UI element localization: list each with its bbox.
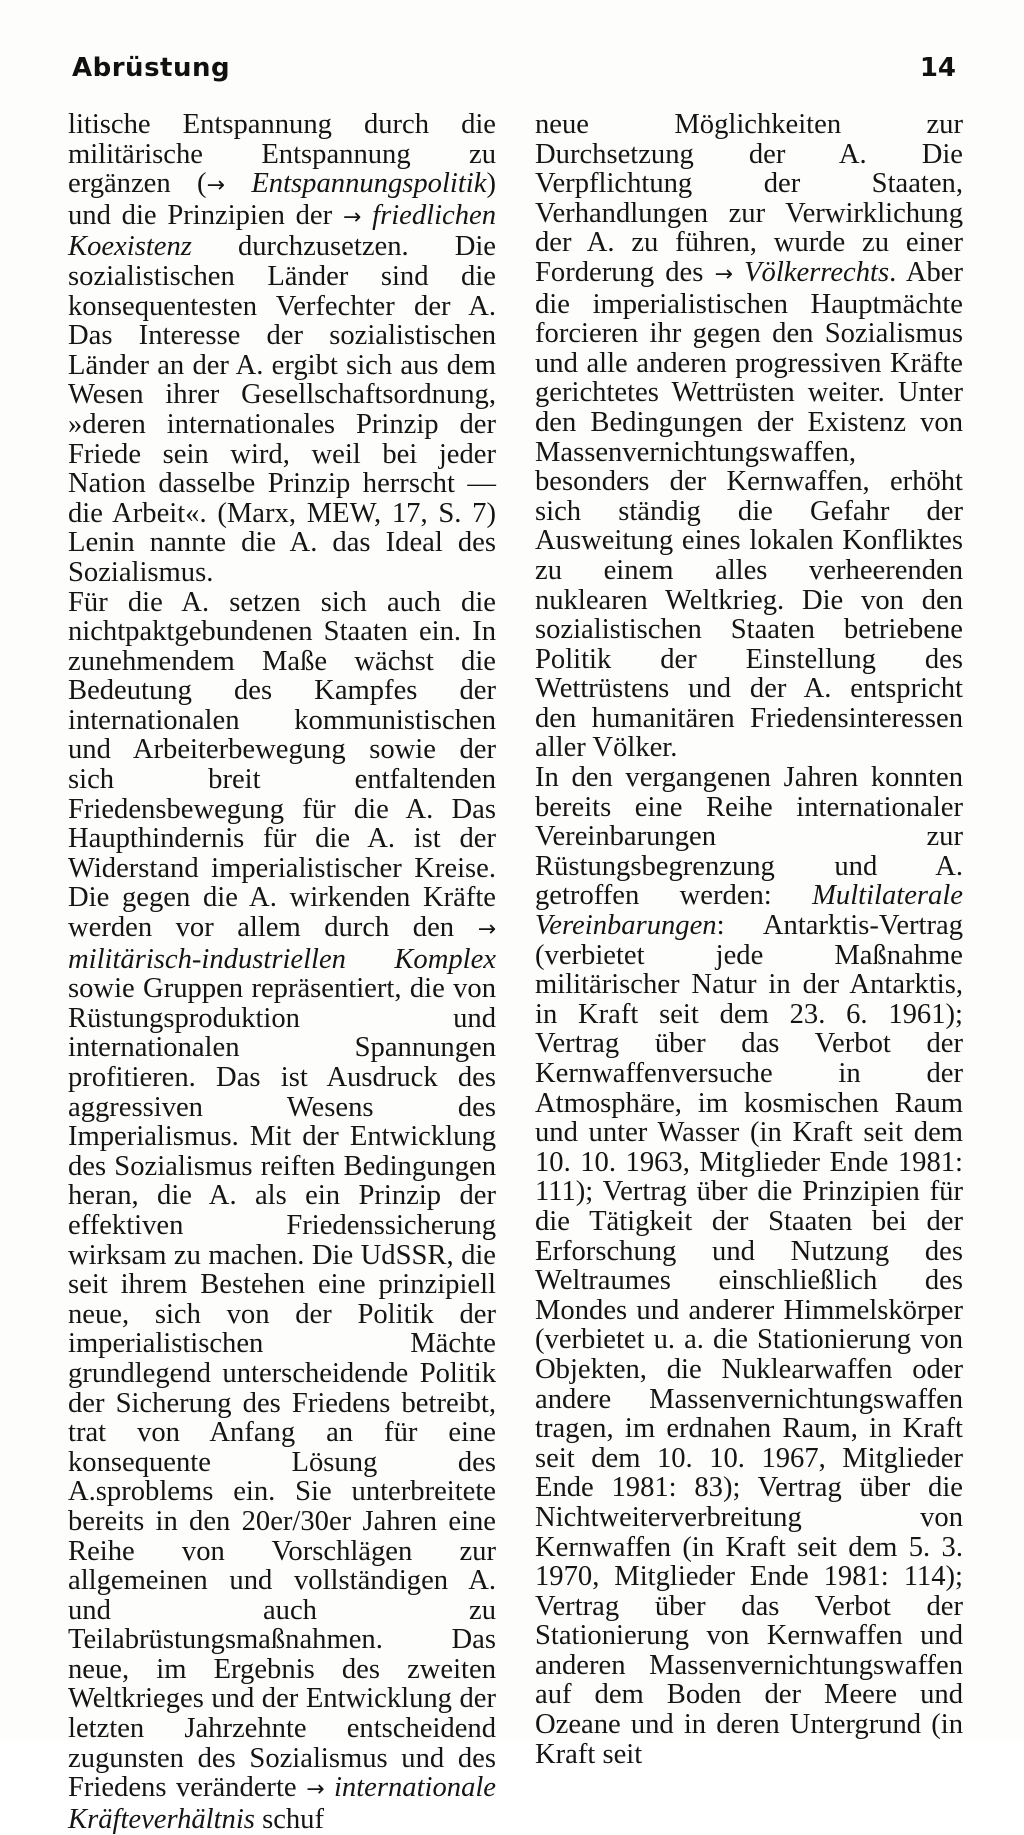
cross-reference-term: Völkerrechts	[744, 256, 890, 288]
cross-reference-term: militärisch-industriellen Komplex	[68, 943, 496, 975]
text-run: Für die A. setzen sich auch die nichtpaktgebundenen Staaten ein. In zunehmendem Maße wächst die Bedeutung des Kampfes der internationalen kommunistischen und Arbeiterbewegung sowie der sich breit entfaltenden Friedensbewegung für die A. Das Haupthindernis für die A. ist der Widerstand imperialistischer Kreise. Die gegen die A. wirkenden Kräfte werden vor allem durch den	[68, 586, 496, 944]
text-run: durchzusetzen. Die sozialistischen Länder sind die konsequentesten Verfechter der A. Das Interesse der sozialistischen Länder an der A. ergibt sich aus dem Wesen ihrer Gesellschaftsordnung, »deren internationales Prinzip der Friede sein wird, weil bei jeder Nation dasselbe Prinzip herrscht — die Arbeit«. (Marx, MEW, 17, S. 7) Lenin nannte die A. das Ideal des Sozialismus.	[68, 231, 496, 588]
text-run: : Antarktis-Vertrag (verbietet jede Maßnahme militärischer Natur in der Antarktis, in Kraft seit dem 23. 6. 1961); Vertrag über das Verbot der Kernwaffenversuche in der Atmosphäre, im kosmischen Raum und unter Wasser (in Kraft seit dem 10. 10. 1963, Mitglieder Ende 1981: 111); Vertrag über die Prinzipien für die Tätigkeit der Staaten bei der Erforschung und Nutzung des Weltraumes einschließlich des Mondes und anderer Himmelskörper (verbietet u. a. die Stationierung von Objekten, die Nuklearwaffen oder andere Massenvernichtungswaffen tragen, im erdnahen Raum, in Kraft seit dem 10. 10. 1967, Mitglieder Ende 1981: 83); Vertrag über die Nichtweiterverbreitung von Kernwaffen (in Kraft seit dem 5. 3. 1970, Mitglieder Ende 1981: 114); Vertrag über das Verbot der Stationierung von Kernwaffen und anderen Massenvernichtungswaffen auf dem Boden der Meere und Ozeane und in deren Untergrund (in Kraft seit	[535, 910, 963, 1770]
paragraph	[535, 110, 963, 763]
cross-reference-term: Multilaterale Vereinbarungen	[535, 880, 963, 942]
cross-reference-arrow-icon: →	[342, 204, 362, 230]
paragraph	[535, 763, 963, 1769]
text-run	[325, 1772, 334, 1803]
text-run: sowie Gruppen repräsentiert, die von Rüstungsproduktion und internationalen Spannungen profitieren. Das ist Ausdruck des aggressiven Wesens des Imperialismus. Mit der Entwicklung des Sozialismus reiften Bedingungen heran, die A. als ein Prinzip der effektiven Friedenssicherung wirksam zu machen. Die UdSSR, die seit ihrem Bestehen eine prinzipiell neue, sich von der Politik der imperialistischen Mächte grundlegend unterscheidende Politik der Sicherung des Friedens betreibt, trat von Anfang an für eine konsequente Lösung des A.sproblems ein. Sie unterbreitete bereits in den 20er/30er Jahren eine Reihe von Vorschlägen zur allgemeinen und vollständigen A. und auch zu Teilabrüstungsmaßnahmen. Das neue, im Ergebnis des zweiten Weltkrieges und der Entwicklung der letzten Jahrzehnte entscheidend zugunsten des Sozialismus und des Friedens veränderte	[68, 973, 496, 1804]
running-head-title: Abrüstung	[72, 53, 231, 83]
paragraph	[68, 110, 496, 588]
cross-reference-term: Entspannungspolitik	[251, 168, 487, 200]
cross-reference-arrow-icon: →	[477, 917, 496, 943]
text-run: In den vergangenen Jahren konnten bereits eine Reihe internationaler Vereinbarungen zur Rüstungsbegrenzung und A. getroffen werden:	[535, 762, 963, 912]
text-run: litische Entspannung durch die militärische Entspannung zu ergänzen (	[68, 109, 496, 200]
paragraph	[68, 588, 496, 1835]
text-run: ) und die Prinzipien der	[68, 168, 496, 231]
text-run: neue Möglichkeiten zur Durchsetzung der A. Die Verpflichtung der Staaten, Verhandlungen zur Verwirklichung der A. zu führen, wurde zu einer Forderung des	[535, 109, 963, 288]
cross-reference-arrow-icon: →	[714, 261, 733, 287]
left-text-column	[68, 110, 496, 1834]
page-number: 14	[919, 53, 956, 83]
right-text-column	[535, 110, 963, 1769]
text-run	[225, 168, 251, 199]
text-run: . Aber die imperialistischen Hauptmächte forcieren ihr gegen den Sozialismus und alle anderen progressiven Kräfte gerichtetes Wettrüsten weiter. Unter den Bedingungen der Existenz von Massenvernichtungswaffen, besonders der Kernwaffen, erhöht sich ständig die Gefahr der Ausweitung eines lokalen Konfliktes zu einem alles verheerenden nuklearen Weltkrieg. Die von den sozialistischen Staaten betriebene Politik der Einstellung des Wettrüstens und der A. entspricht den humanitären Friedensinteressen aller Völker.	[535, 256, 963, 764]
cross-reference-arrow-icon: →	[306, 1777, 325, 1803]
cross-reference-term: internationale Kräfteverhältnis	[68, 1772, 496, 1835]
text-run	[361, 200, 372, 231]
cross-reference-arrow-icon: →	[206, 173, 225, 199]
text-run	[733, 257, 744, 288]
cross-reference-term: friedlichen Koexistenz	[68, 199, 496, 263]
text-run: schuf	[254, 1803, 325, 1835]
